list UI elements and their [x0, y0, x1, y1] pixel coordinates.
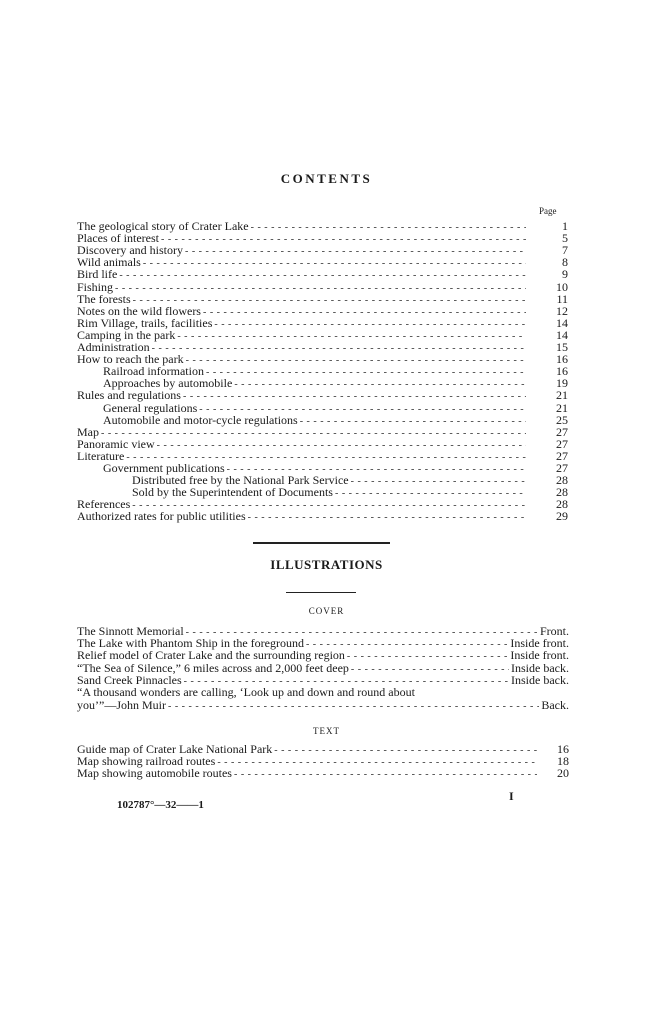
- contents-entry: [77, 329, 568, 341]
- contents-entry: [77, 402, 568, 414]
- entry-label: Administration: [77, 340, 150, 354]
- page-number-ref: 18: [557, 754, 569, 769]
- page-number-ref: 27: [556, 424, 568, 439]
- illustration-location: Back.: [541, 698, 569, 712]
- page-number-ref: 15: [556, 340, 568, 354]
- page-column-label: Page: [539, 206, 557, 216]
- entry-label: Places of interest: [77, 231, 159, 246]
- entry-label: Sand Creek Pinnacles: [77, 672, 182, 687]
- contents-entry: [77, 281, 568, 293]
- illustrations-divider: [286, 592, 356, 593]
- entry-label: “The Sea of Silence,” 6 miles across and 2,000 feet deep: [77, 660, 349, 675]
- print-code: 102787°—32——1: [117, 799, 204, 811]
- entry-label: The forests: [77, 291, 131, 306]
- contents-entry: [77, 414, 568, 426]
- page-number-ref: 11: [556, 291, 568, 306]
- page-number-ref: 29: [556, 509, 568, 524]
- page-number-ref: 21: [556, 400, 568, 415]
- entry-label: The geological story of Crater Lake: [77, 219, 249, 233]
- dot-leader: [234, 769, 537, 781]
- cover-illustration-entry: [77, 674, 569, 686]
- contents-entry: [77, 438, 568, 450]
- page-number-ref: 28: [556, 485, 568, 500]
- entry-label: Sold by the Superintendent of Documents: [132, 485, 333, 500]
- entry-label: Bird life: [77, 267, 118, 282]
- quote-entry-line: [77, 699, 569, 711]
- illustration-location: Inside front.: [510, 648, 569, 663]
- entry-label: General regulations: [103, 400, 198, 415]
- text-subheading: TEXT: [313, 726, 340, 736]
- contents-entry: [77, 268, 568, 280]
- cover-illustration-entry: [77, 649, 569, 661]
- contents-entry: [77, 389, 568, 401]
- entry-label: Map showing railroad routes: [77, 754, 216, 769]
- dot-leader: [168, 701, 539, 713]
- page-number-ref: 28: [556, 497, 568, 512]
- page-number-ref: 14: [556, 315, 568, 330]
- page-number-ref: 12: [556, 303, 568, 318]
- entry-label: Distributed free by the National Park Service: [132, 473, 349, 488]
- entry-label: Map showing automobile routes: [77, 766, 232, 781]
- page-number-ref: 8: [562, 255, 568, 270]
- contents-entry: [77, 426, 568, 438]
- page-number-ref: 9: [562, 267, 568, 282]
- cover-subheading: COVER: [308, 606, 345, 616]
- entry-label: Relief model of Crater Lake and the surrounding region: [77, 648, 345, 663]
- page-number-ref: 16: [557, 742, 569, 756]
- page-number-ref: 14: [556, 327, 568, 342]
- page-number-ref: 27: [556, 436, 568, 451]
- page-number-ref: 10: [556, 279, 568, 294]
- entry-label: Government publications: [103, 461, 225, 475]
- quote-attribution: you’”—John Muir: [77, 698, 166, 712]
- entry-label: Map: [77, 424, 99, 439]
- entry-label: Guide map of Crater Lake National Park: [77, 742, 273, 756]
- illustration-location: Inside back.: [511, 660, 569, 675]
- entry-label: Approaches by automobile: [103, 376, 233, 391]
- entry-label: Camping in the park: [77, 327, 176, 342]
- entry-label: Discovery and history: [77, 243, 183, 258]
- entry-label: How to reach the park: [77, 352, 184, 367]
- contents-entry: [77, 305, 568, 317]
- text-illustration-entry: [77, 767, 569, 779]
- text-illustration-entry: [77, 755, 569, 767]
- contents-entry: [77, 244, 568, 256]
- page-number-ref: 16: [556, 364, 568, 379]
- contents-entry: [77, 510, 568, 522]
- contents-heading: CONTENTS: [280, 171, 373, 186]
- section-divider: [253, 542, 390, 544]
- entry-label: Wild animals: [77, 255, 141, 270]
- page-number-ref: 28: [556, 473, 568, 488]
- entry-label: Railroad information: [103, 364, 204, 379]
- contents-entry: [77, 256, 568, 268]
- page-number-ref: 27: [556, 461, 568, 475]
- dot-leader: [248, 512, 526, 524]
- page-number-ref: 7: [562, 243, 568, 258]
- page-number: I: [509, 789, 514, 803]
- entry-label: The Sinnott Memorial: [77, 624, 184, 638]
- contents-entry: [77, 486, 568, 498]
- entry-label: Notes on the wild flowers: [77, 303, 201, 318]
- entry-label: The Lake with Phantom Ship in the foreground: [77, 636, 304, 651]
- cover-illustration-entry: [77, 625, 569, 637]
- page-number-ref: 1: [562, 219, 568, 233]
- illustration-location: Inside front.: [510, 636, 569, 651]
- cover-illustration-entry: [77, 662, 569, 674]
- contents-entry: [77, 293, 568, 305]
- quote-line: “A thousand wonders are calling, ‘Look up and down and round about: [77, 685, 415, 699]
- entry-label: Automobile and motor-cycle regulations: [103, 412, 298, 427]
- entry-label: References: [77, 497, 131, 512]
- illustration-location: Inside back.: [511, 672, 569, 687]
- contents-entry: [77, 317, 568, 329]
- entry-label: Rules and regulations: [77, 388, 181, 403]
- page-number-ref: 16: [556, 352, 568, 367]
- entry-label: Rim Village, trails, facilities: [77, 315, 213, 330]
- entry-label: Panoramic view: [77, 436, 155, 451]
- page-number-ref: 27: [556, 448, 568, 463]
- entry-label: Authorized rates for public utilities: [77, 509, 246, 524]
- illustrations-heading: ILLUSTRATIONS: [270, 557, 383, 572]
- text-illustration-entry: [77, 743, 569, 755]
- illustration-location: Front.: [539, 624, 569, 638]
- page-number-ref: 21: [556, 388, 568, 403]
- entry-label: Fishing: [77, 279, 114, 294]
- page-number-ref: 19: [556, 376, 568, 391]
- page-number-ref: 5: [562, 231, 568, 246]
- entry-label: Literature: [77, 448, 125, 463]
- cover-illustration-entry: [77, 637, 569, 649]
- page-number-ref: 25: [556, 412, 568, 427]
- page-number-ref: 20: [557, 766, 569, 781]
